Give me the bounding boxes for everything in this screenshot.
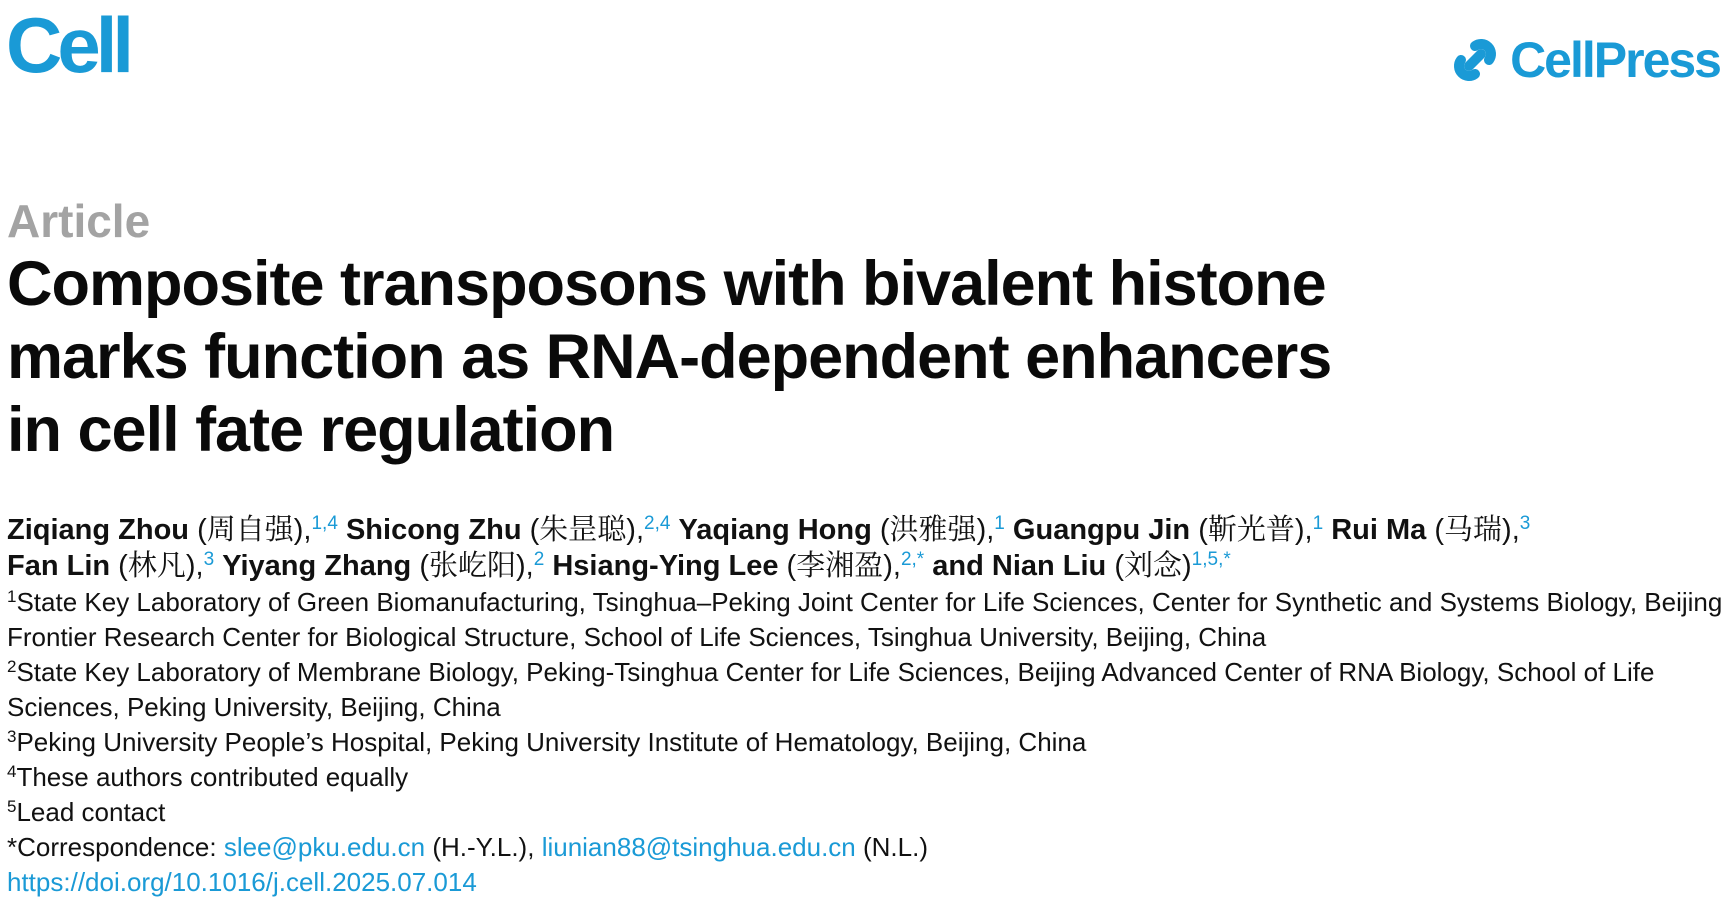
affiliation [7,655,1729,725]
author-name: Rui Ma [1331,514,1427,546]
author-affiliation-ref[interactable]: 1 [994,513,1005,534]
email-link[interactable]: slee@pku.edu.cn [223,832,426,862]
author-name: Guangpu Jin [1012,514,1191,546]
email-link[interactable]: liunian88@tsinghua.edu.cn [541,832,856,862]
author: Yaqiang Hong (洪雅强),$^1$ [678,513,1005,546]
author-name-cjk: 马瑞 [1444,514,1503,546]
cell-journal-logo: Cell [6,1,130,89]
correspondence [7,830,1729,865]
author-line [7,548,1725,584]
doi-link[interactable]: https://doi.org/10.1016/j.cell.2025.07.014 [7,867,477,897]
author-affiliation-ref[interactable]: 1,5,* [1191,549,1231,570]
cellpress-wordmark: CellPress [1510,32,1720,88]
author-name: Yaqiang Hong [678,514,872,546]
affiliation-number: 5 [7,797,17,816]
correspondence-author: (H.-Y.L.), [432,832,535,862]
author: Fan Lin (林凡),$^3$ [7,549,215,582]
cellpress-link-icon [1448,33,1502,87]
author-name-cjk: 朱昰聪 [539,514,627,546]
author-affiliation-ref[interactable]: 2,4 [644,513,671,534]
affiliation-number: 3 [7,727,17,746]
affiliation [7,795,1729,830]
correspondence-author: (N.L.) [863,832,928,862]
cellpress-logo [1448,30,1720,90]
author: Ziqiang Zhou (周自强),$^{1,4}$ [7,513,338,546]
affiliation-text: Peking University People’s Hospital, Peking University Institute of Hematology, Beijing, China [16,727,1087,757]
author-name: Ziqiang Zhou [7,514,190,546]
author-name: Shicong Zhu [345,514,522,546]
author-name-cjk: 林凡 [127,550,186,582]
author-affiliation-ref[interactable]: 1 [1312,513,1324,534]
affiliation-number: 4 [7,762,17,781]
author-name-cjk: 刘念 [1123,550,1182,582]
author-name: Yiyang Zhang [222,550,412,582]
affiliation-number: 2 [7,657,17,676]
authors-connector: and [932,550,984,582]
affiliations-block [7,585,1729,900]
author: Rui Ma (马瑞),$^3$ [1331,513,1531,546]
affiliation [7,585,1729,655]
author-name: Fan Lin [7,550,111,582]
affiliation-text: State Key Laboratory of Membrane Biology, Peking-Tsinghua Center for Life Sciences, Beijing Advanced Center of RNA Biology, School of Life Sciences, Peking University, Beijing, China [7,657,1655,722]
author-affiliation-ref[interactable]: 2,* [900,549,925,570]
article-type-label: Article [7,195,151,247]
affiliation-number: 1 [7,587,17,606]
author-name-cjk: 张屹阳 [428,550,516,582]
title-line: marks function as RNA-dependent enhancers [7,322,1332,392]
author: Guangpu Jin (靳光普),$^1$ [1012,513,1324,546]
affiliation-text: State Key Laboratory of Green Biomanufacturing, Tsinghua–Peking Joint Center for Life Sciences, Center for Synthetic and Systems Biology, Beijing Frontier Research Center for Biological Structure, School of Life Sciences, Tsinghua University, Beijing, China [7,587,1723,652]
author-affiliation-ref[interactable]: 2 [533,549,545,570]
author-name-cjk: 周自强 [206,514,294,546]
author: Yiyang Zhang (张屹阳),$^2$ [222,549,545,582]
affiliation-text: These authors contributed equally [16,762,409,792]
author-name-cjk: 洪雅强 [889,514,977,546]
title-line: Composite transposons with bivalent histone [7,249,1326,319]
author-name-cjk: 靳光普 [1207,514,1295,546]
author: Hsiang-Ying Lee (李湘盈),$^{2,*}$ [552,549,925,582]
author-name: Hsiang-Ying Lee [552,550,779,582]
doi [7,865,1729,900]
affiliation-text: Lead contact [16,797,166,827]
author-affiliation-ref[interactable]: 3 [203,549,215,570]
affiliation [7,760,1729,795]
author-name: Nian Liu [991,550,1107,582]
author-line [7,512,1725,548]
article-title [7,248,1607,467]
correspondence-label: *Correspondence: [7,832,217,862]
author-affiliation-ref[interactable]: 3 [1519,513,1531,534]
affiliation [7,725,1729,760]
author-name-cjk: 李湘盈 [796,550,884,582]
author: Shicong Zhu (朱昰聪),$^{2,4}$ [345,513,671,546]
title-line: in cell fate regulation [7,395,615,465]
author-affiliation-ref[interactable]: 1,4 [311,513,338,534]
author: and Nian Liu (刘念)$^{1,5,*}$ [932,549,1231,582]
author-list [7,512,1725,584]
